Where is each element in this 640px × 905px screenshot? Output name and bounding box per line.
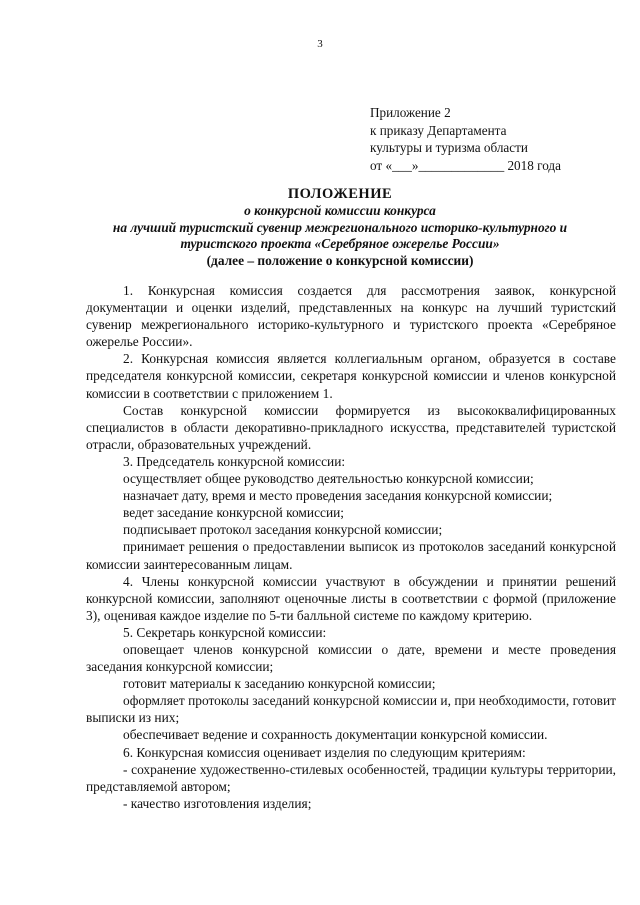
page-number: 3 <box>317 38 323 50</box>
paragraph: назначает дату, время и место проведения заседания конкурсной комиссии; <box>123 488 553 504</box>
paragraph: - качество изготовления изделия; <box>123 795 312 811</box>
paragraph: Состав конкурсной комиссии формируется из высококвалифицированных специалистов в области декоративно-прикладного искусства, представителей туристской отрасли, образовательных учреждений. <box>86 402 616 452</box>
paragraph: 4. Члены конкурсной комиссии участвуют в обсуждении и принятии решений конкурсной комиссии, заполняют оценочные листы в соответствии с формой (приложение 3), оценивая каждое изделие по 5-ти балльной системе по каждому критерию. <box>86 573 616 623</box>
heading-line: на лучший туристский сувенир межрегионального историко-культурного и <box>112 219 568 235</box>
paragraph: 2. Конкурсная комиссия является коллегиальным органом, образуется в составе председателя конкурсной комиссии, секретаря конкурсной комиссии и членов конкурсной комиссии в соответствии с приложением 1. <box>86 351 616 401</box>
appendix-line: от «___»_____________ 2018 года <box>370 157 561 173</box>
paragraph: ведет заседание конкурсной комиссии; <box>123 505 345 521</box>
paragraph: - сохранение художественно-стилевых особенностей, традиции культуры территории, представляемой автором; <box>86 761 616 794</box>
heading-line: туристского проекта «Серебряное ожерелье России» <box>180 236 500 252</box>
paragraph: оформляет протоколы заседаний конкурсной комиссии и, при необходимости, готовит выписки из них; <box>86 693 616 726</box>
paragraph: 5. Секретарь конкурсной комиссии: <box>123 624 327 640</box>
paragraph: 3. Председатель конкурсной комиссии: <box>123 453 346 469</box>
document-title: ПОЛОЖЕНИЕ <box>287 186 393 202</box>
document-body <box>86 282 616 812</box>
heading-line: (далее – положение о конкурсной комиссии) <box>206 252 474 268</box>
paragraph: принимает решения о предоставлении выписок из протоколов заседаний конкурсной комиссии заинтересованным лицам. <box>86 539 616 572</box>
paragraph: обеспечивает ведение и сохранность документации конкурсной комиссии. <box>123 727 548 743</box>
appendix-line: культуры и туризма области <box>370 140 528 156</box>
appendix-line: Приложение 2 <box>370 105 451 120</box>
paragraph: оповещает членов конкурсной комиссии о дате, времени и месте проведения заседания конкурсной комиссии; <box>86 641 616 675</box>
paragraph: осуществляет общее руководство деятельностью конкурсной комиссии; <box>123 471 534 487</box>
paragraph: 6. Конкурсная комиссия оценивает изделия по следующим критериям: <box>123 744 526 760</box>
appendix-block <box>370 104 561 174</box>
document-heading <box>60 186 620 269</box>
paragraph: подписывает протокол заседания конкурсной комиссии; <box>123 522 443 538</box>
paragraph: готовит материалы к заседанию конкурсной комиссии; <box>123 676 436 692</box>
appendix-line: к приказу Департамента <box>370 122 507 138</box>
heading-line: о конкурсной комиссии конкурса <box>244 203 436 219</box>
paragraph: 1. Конкурсная комиссия создается для рассмотрения заявок, конкурсной документации и оценки изделий, представленных на конкурс на лучший туристский сувенир межрегионального историко-культурного и туристского проекта «Серебряное ожерелье России». <box>86 283 616 350</box>
